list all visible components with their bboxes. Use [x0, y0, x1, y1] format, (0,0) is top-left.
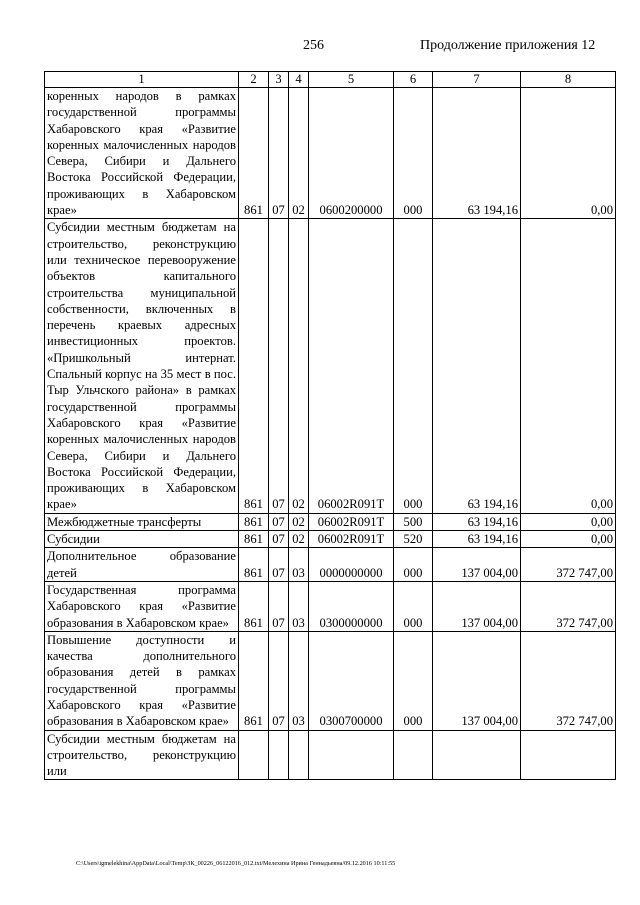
row-description: Субсидии местным бюджетам на строительство, реконструкцию или — [45, 730, 239, 780]
cell-col6: 000 — [394, 88, 433, 219]
cell-col6: 000 — [394, 631, 433, 730]
file-path-footer: C:\Users\igmelekhina\AppData\Local\Temp\ЗК_00226_06122016_012.txt/Мелехина Ирина Геннадьевна/09.12.2016 10:11:55 — [76, 860, 396, 867]
cell-col7: 63 194,16 — [433, 531, 521, 548]
cell-col4 — [289, 730, 309, 780]
column-header: 7 — [433, 72, 521, 88]
column-header: 3 — [269, 72, 289, 88]
cell-col6 — [394, 730, 433, 780]
cell-col7: 137 004,00 — [433, 631, 521, 730]
cell-col3: 07 — [269, 631, 289, 730]
cell-col4: 02 — [289, 219, 309, 513]
cell-col2: 861 — [239, 88, 269, 219]
cell-col8 — [521, 730, 616, 780]
table-row — [45, 513, 616, 530]
column-header: 5 — [309, 72, 394, 88]
cell-col4: 03 — [289, 631, 309, 730]
column-header: 4 — [289, 72, 309, 88]
cell-col2: 861 — [239, 531, 269, 548]
cell-col7: 137 004,00 — [433, 581, 521, 631]
cell-col6: 000 — [394, 581, 433, 631]
table-row — [45, 548, 616, 582]
cell-col7: 137 004,00 — [433, 548, 521, 582]
cell-col4: 02 — [289, 88, 309, 219]
cell-col8: 0,00 — [521, 513, 616, 530]
cell-col5: 0300000000 — [309, 581, 394, 631]
cell-col5: 0000000000 — [309, 548, 394, 582]
row-description: Субсидии местным бюджетам на строительство, реконструкцию или техническое перевооружение объектов капитального строительства муниципальной собственности, включенных в перечень краевых адресных инвестиционных проектов. «Пришкольный интернат. Спальный корпус на 35 мест в пос. Тыр Ульчского района» в рамках государственной программы Хабаровского края «Развитие коренных малочисленных народов Севера, Сибири и Дальнего Востока Российской Федерации, проживающих в Хабаровском крае» — [45, 219, 239, 513]
cell-col7: 63 194,16 — [433, 219, 521, 513]
cell-col5: 06002R091Т — [309, 531, 394, 548]
table-row — [45, 531, 616, 548]
cell-col5 — [309, 730, 394, 780]
cell-col4: 03 — [289, 548, 309, 582]
cell-col6: 500 — [394, 513, 433, 530]
cell-col6: 000 — [394, 548, 433, 582]
cell-col5: 06002R091Т — [309, 219, 394, 513]
cell-col6: 520 — [394, 531, 433, 548]
column-header: 8 — [521, 72, 616, 88]
cell-col8: 0,00 — [521, 531, 616, 548]
cell-col2 — [239, 730, 269, 780]
cell-col2: 861 — [239, 631, 269, 730]
row-description: Повышение доступности и качества дополнительного образования детей в рамках государственной программы Хабаровского края «Развитие образования в Хабаровском крае» — [45, 631, 239, 730]
table-row — [45, 581, 616, 631]
table-row — [45, 219, 616, 513]
budget-table — [44, 71, 616, 780]
cell-col3: 07 — [269, 219, 289, 513]
cell-col3 — [269, 730, 289, 780]
row-description: коренных народов в рамках государственной программы Хабаровского края «Развитие коренных малочисленных народов Севера, Сибири и Дальнего Востока Российской Федерации, проживающих в Хабаровском крае» — [45, 88, 239, 219]
cell-col3: 07 — [269, 513, 289, 530]
cell-col7 — [433, 730, 521, 780]
cell-col3: 07 — [269, 88, 289, 219]
cell-col5: 0600200000 — [309, 88, 394, 219]
row-description: Межбюджетные трансферты — [45, 513, 239, 530]
table-header-row — [45, 72, 616, 88]
cell-col5: 06002R091Т — [309, 513, 394, 530]
cell-col8: 372 747,00 — [521, 548, 616, 582]
cell-col4: 03 — [289, 581, 309, 631]
cell-col8: 372 747,00 — [521, 581, 616, 631]
column-header: 6 — [394, 72, 433, 88]
column-header: 2 — [239, 72, 269, 88]
cell-col2: 861 — [239, 513, 269, 530]
cell-col8: 0,00 — [521, 88, 616, 219]
row-description: Дополнительное образование детей — [45, 548, 239, 582]
row-description: Субсидии — [45, 531, 239, 548]
cell-col6: 000 — [394, 219, 433, 513]
continuation-label: Продолжение приложения 12 — [420, 38, 596, 53]
cell-col3: 07 — [269, 581, 289, 631]
cell-col7: 63 194,16 — [433, 513, 521, 530]
cell-col2: 861 — [239, 548, 269, 582]
cell-col2: 861 — [239, 581, 269, 631]
cell-col3: 07 — [269, 531, 289, 548]
row-description: Государственная программа Хабаровского края «Развитие образования в Хабаровском крае» — [45, 581, 239, 631]
cell-col8: 0,00 — [521, 219, 616, 513]
cell-col2: 861 — [239, 219, 269, 513]
cell-col3: 07 — [269, 548, 289, 582]
column-header: 1 — [45, 72, 239, 88]
cell-col4: 02 — [289, 513, 309, 530]
cell-col7: 63 194,16 — [433, 88, 521, 219]
table-row — [45, 88, 616, 219]
table-row — [45, 631, 616, 730]
table-row — [45, 730, 616, 780]
cell-col4: 02 — [289, 531, 309, 548]
page-number: 256 — [303, 38, 324, 53]
cell-col5: 0300700000 — [309, 631, 394, 730]
cell-col8: 372 747,00 — [521, 631, 616, 730]
